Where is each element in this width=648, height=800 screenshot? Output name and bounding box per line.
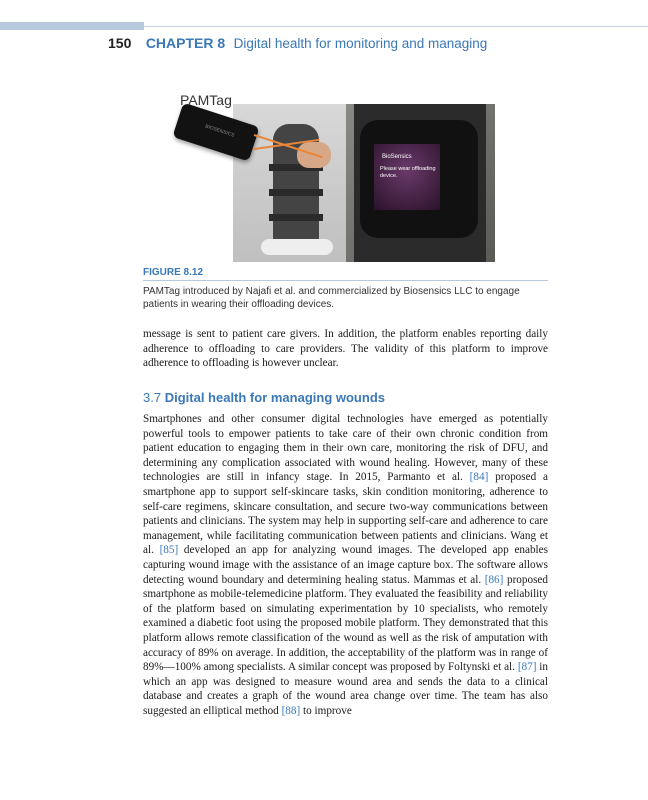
watch-photo: [346, 104, 495, 262]
reference-link[interactable]: [84]: [469, 471, 489, 484]
chapter-label: CHAPTER 8: [145, 35, 226, 51]
device-logo: BIOSENSICS: [204, 123, 236, 139]
boot-strap: [269, 189, 323, 196]
reference-link[interactable]: [86]: [484, 573, 504, 586]
body-paragraph: [143, 412, 548, 718]
figure-caption-title: FIGURE 8.12: [143, 267, 204, 278]
paragraph-text: in which an app was designed to measure wound area and sends the data to a clinical database and creates a graph of the wound area change over time. The team has also suggested an elliptical method: [143, 661, 549, 717]
reference-link[interactable]: [85]: [159, 544, 179, 557]
section-number: 3.7: [143, 390, 162, 405]
section-heading: [143, 390, 385, 405]
body-paragraph: message is sent to patient care givers. In addition, the platform enables reporting daily adherence to offloading to care providers. The validity of this platform to improve adherence to offloading is however unclear.: [143, 328, 548, 370]
watch-message: Please wear offloading device.: [380, 166, 436, 179]
watch-brand: BioSensics: [382, 154, 412, 160]
figure-image-label: PAMTag: [180, 92, 232, 108]
figure-8-12: [176, 92, 496, 262]
paragraph-text: to improve: [300, 704, 352, 717]
figure-caption: PAMTag introduced by Najafi et al. and commercialized by Biosensics LLC to engage patients in wearing their offloading devices.: [143, 286, 520, 310]
paragraph-text: proposed smartphone as mobile-telemedicine platform. They evaluated the feasibility and reliability of the platform based on simulating experimentation by 10 specialists, who remotely examined a diabetic foot using the proposed mobile platform. They demonstrated that this platform allows remote classification of the wound as well as the risk of amputation with accuracy of 89% on average. In addition, the acceptability of the platform was in range of 89%—100% among specialists. A similar concept was proposed by Foltynski et al.: [143, 573, 548, 674]
paragraph-text: developed an app for analyzing wound images. The developed app enables capturing wound image with the assistance of an image capture box. The software allows detecting wound boundary and determining healing status. Mammas et al.: [143, 544, 548, 586]
page-number: 150: [108, 35, 132, 51]
boot-strap: [269, 214, 323, 221]
reference-link[interactable]: [88]: [281, 704, 301, 717]
header-accent-bar: [0, 22, 144, 30]
reference-link[interactable]: [87]: [517, 661, 537, 674]
paragraph-text: proposed a smartphone app to support self-skincare tasks, skin condition monitoring, adherence to self-care regimens, skincare consultation, and secure two-way communications between patients and clinicians. The system may help in supporting self-care and adherence to care management, while facilitating communication between patients and clinicians. Wang et al.: [143, 471, 548, 557]
boot-sole: [261, 239, 333, 255]
section-title: Digital health for managing wounds: [164, 390, 385, 405]
figure-caption-rule: [143, 280, 548, 281]
paragraph-text: Smartphones and other consumer digital technologies have emerged as potentially powerful tools to empower patients to take care of their own chronic condition from patient education to engaging them in their own care, monitoring the risk of DFU, and determining any complication associated with wound healing. However, many of these technologies are still in infancy stage. In 2015, Parmanto et al.: [143, 413, 548, 484]
header-rule: [144, 26, 648, 27]
watch-screen: [374, 144, 440, 210]
running-header: [108, 35, 487, 53]
chapter-title: Digital health for monitoring and managing: [233, 36, 488, 51]
